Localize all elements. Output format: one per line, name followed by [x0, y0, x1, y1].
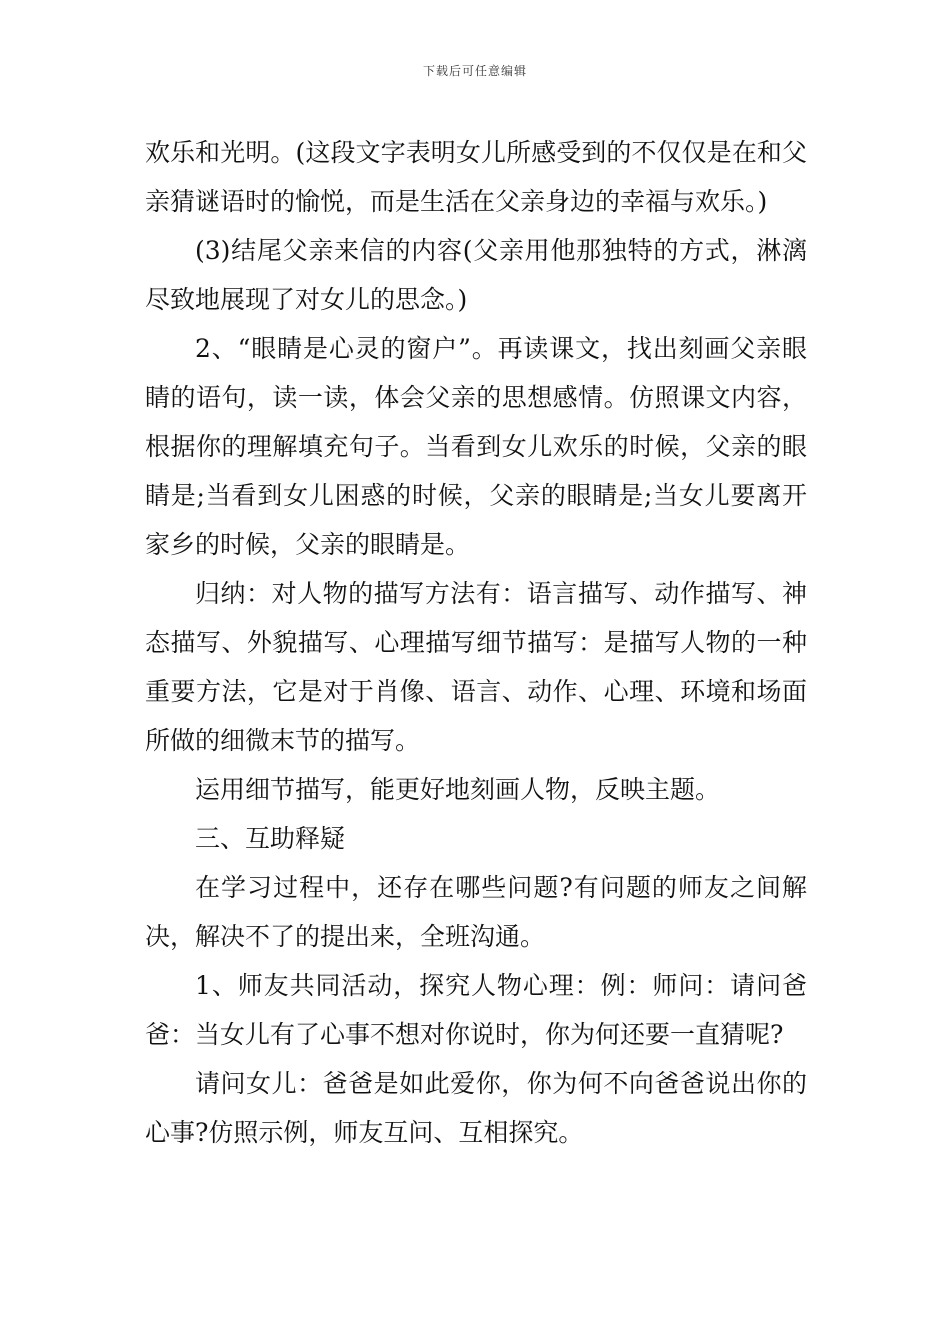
- paragraph-3: 2、“眼睛是心灵的窗户”。再读课文，找出刻画父亲眼睛的语句，读一读，体会父亲的思想感情。仿照课文内容，根据你的理解填充句子。当看到女儿欢乐的时候，父亲的眼睛是;当看到女儿困惑的时候，父亲的眼睛是;当女儿要离开家乡的时候，父亲的眼睛是。: [145, 334, 807, 559]
- page-header: 下载后可任意编辑: [422, 64, 527, 78]
- paragraph-9: 请问女儿：爸爸是如此爱你，你为何不向爸爸说出你的心事?仿照示例，师友互问、互相探究。: [145, 1069, 807, 1147]
- paragraph-7: 在学习过程中，还存在哪些问题?有问题的师友之间解决，解决不了的提出来，全班沟通。: [145, 873, 807, 951]
- document-body: [145, 128, 807, 1157]
- section-heading: 三、互助释疑: [195, 824, 346, 853]
- paragraph-2: (3)结尾父亲来信的内容(父亲用他那独特的方式，淋漓尽致地展现了对女儿的思念。): [145, 236, 807, 314]
- paragraph-4: 归纳：对人物的描写方法有：语言描写、动作描写、神态描写、外貌描写、心理描写细节描写：是描写人物的一种重要方法，它是对于肖像、语言、动作、心理、环境和场面所做的细微末节的描写。: [145, 579, 807, 755]
- paragraph-5: 运用细节描写，能更好地刻画人物，反映主题。: [195, 775, 721, 804]
- paragraph-8: 1、师友共同活动，探究人物心理：例：师问：请问爸爸：当女儿有了心事不想对你说时，你为何还要一直猜呢?: [145, 971, 807, 1049]
- paragraph-1: 欢乐和光明。(这段文字表明女儿所感受到的不仅仅是在和父亲猜谜语时的愉悦，而是生活在父亲身边的幸福与欢乐。): [145, 138, 807, 216]
